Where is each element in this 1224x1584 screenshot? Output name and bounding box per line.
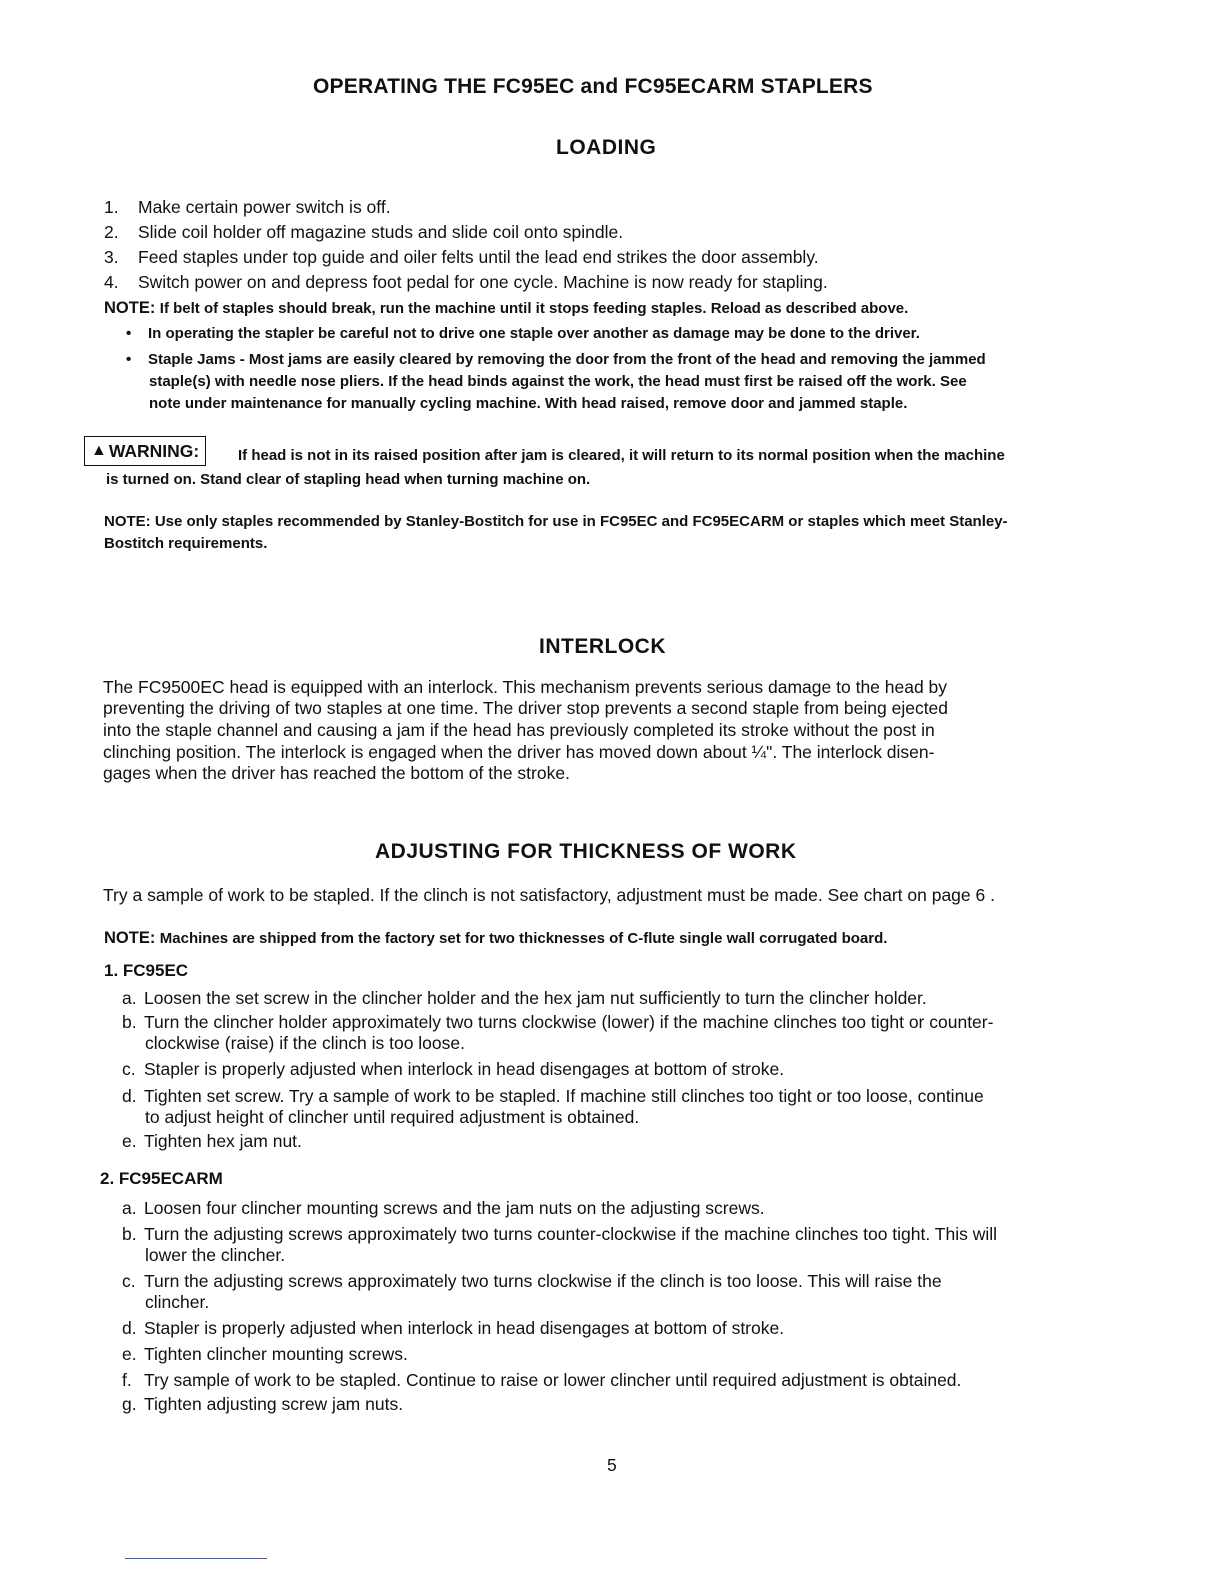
loading-step: [104, 222, 623, 243]
step-text: Turn the adjusting screws approximately two turns clockwise if the clinch is too loose. This will raise the: [144, 1271, 942, 1291]
step-text: Slide coil holder off magazine studs and slide coil onto spindle.: [138, 222, 624, 242]
interlock-paragraph-line: preventing the driving of two staples at one time. The driver stop prevents a second staple from being ejected: [103, 698, 949, 718]
step-number: 3.: [104, 247, 119, 267]
bullet-icon: •: [126, 351, 132, 368]
bullet-item: [126, 351, 986, 368]
loading-step: [104, 247, 819, 268]
page-number: 5: [607, 1455, 617, 1475]
adjust-step: [122, 1086, 984, 1106]
interlock-paragraph-line: clinching position. The interlock is engaged when the driver has moved down about ¼". The interlock disen-: [103, 742, 935, 762]
adjust-step: [122, 1271, 942, 1291]
step-text: Tighten adjusting screw jam nuts.: [144, 1394, 404, 1414]
warning-badge: [84, 436, 206, 466]
step-text: Make certain power switch is off.: [138, 197, 391, 217]
adjust-step-continued: clincher.: [145, 1292, 210, 1312]
step-text: Try sample of work to be stapled. Continue to raise or lower clincher until required adjustment is obtained.: [144, 1370, 962, 1390]
adjust-step: [122, 988, 927, 1008]
interlock-paragraph-line: into the staple channel and causing a jam if the head has previously completed its stroke without the post in: [103, 720, 935, 740]
step-text: Loosen the set screw in the clincher holder and the hex jam nut sufficiently to turn the clincher holder.: [144, 988, 927, 1008]
step-letter: b.: [122, 1224, 137, 1244]
adjusting-note: [104, 929, 887, 948]
step-letter: e.: [122, 1131, 137, 1151]
adjust-step: [122, 1059, 784, 1079]
step-text: Loosen four clincher mounting screws and the jam nuts on the adjusting screws.: [144, 1198, 765, 1218]
step-letter: b.: [122, 1012, 137, 1032]
adjust-step-continued: to adjust height of clincher until required adjustment is obtained.: [145, 1107, 640, 1127]
note-label: NOTE:: [104, 299, 156, 317]
adjust-step: [122, 1012, 993, 1032]
adjust-step: [122, 1370, 961, 1390]
warning-triangle-icon: ▲: [91, 442, 107, 459]
adjusting-heading: ADJUSTING FOR THICKNESS OF WORK: [375, 840, 797, 863]
interlock-heading: INTERLOCK: [539, 635, 666, 658]
interlock-paragraph-line: gages when the driver has reached the bottom of the stroke.: [103, 763, 570, 783]
step-letter: c.: [122, 1271, 136, 1291]
loading-heading: LOADING: [556, 136, 657, 159]
loading-step: [104, 272, 828, 293]
step-text: Switch power on and depress foot pedal for one cycle. Machine is now ready for stapling.: [138, 272, 828, 292]
step-text: Tighten clincher mounting screws.: [144, 1344, 408, 1364]
note-text: If belt of staples should break, run the machine until it stops feeding staples. Reload as described above.: [159, 300, 909, 317]
step-letter: c.: [122, 1059, 136, 1079]
divider: [125, 1558, 267, 1559]
step-letter: g.: [122, 1394, 137, 1414]
bullet-text: In operating the stapler be careful not to drive one staple over another as damage may be done to the driver.: [148, 325, 920, 342]
step-letter: a.: [122, 1198, 137, 1218]
staples-note: NOTE: Use only staples recommended by Stanley-Bostitch for use in FC95EC and FC95ECARM or staples which meet Stanley-: [104, 513, 1008, 530]
adjust-step-continued: lower the clincher.: [145, 1245, 286, 1265]
bullet-text: Staple Jams - Most jams are easily cleared by removing the door from the front of the head and removing the jammed: [148, 351, 986, 368]
adjust-step: [122, 1394, 403, 1414]
bullet-continuation: staple(s) with needle nose pliers. If the head binds against the work, the head must first be raised off the work. See: [149, 373, 967, 390]
loading-note: [104, 299, 908, 318]
bullet-item: [126, 325, 920, 342]
adjust-step: [122, 1344, 408, 1364]
bullet-icon: •: [126, 325, 132, 342]
adjust-step: [122, 1318, 784, 1338]
staples-note-continued: Bostitch requirements.: [104, 535, 268, 552]
section-title-fc95ec: 1. FC95EC: [104, 961, 189, 980]
note-text: Machines are shipped from the factory set for two thicknesses of C-flute single wall corrugated board.: [159, 930, 888, 947]
step-letter: a.: [122, 988, 137, 1008]
page-title: OPERATING THE FC95EC and FC95ECARM STAPLERS: [313, 75, 873, 98]
step-text: Tighten set screw. Try a sample of work to be stapled. If machine still clinches too tight or too loose, continue: [144, 1086, 984, 1106]
step-number: 4.: [104, 272, 119, 292]
adjusting-intro: Try a sample of work to be stapled. If the clinch is not satisfactory, adjustment must be made. See chart on page 6 .: [103, 885, 995, 905]
warning-label: WARNING:: [108, 440, 200, 461]
step-text: Stapler is properly adjusted when interlock in head disengages at bottom of stroke.: [144, 1318, 785, 1338]
adjust-step: [122, 1198, 765, 1218]
step-number: 2.: [104, 222, 119, 242]
warning-text: If head is not in its raised position after jam is cleared, it will return to its normal position when the machine: [238, 447, 1005, 464]
note-label: NOTE:: [104, 929, 156, 947]
step-letter: d.: [122, 1086, 137, 1106]
bullet-continuation: note under maintenance for manually cycling machine. With head raised, remove door and jammed staple.: [149, 395, 908, 412]
loading-step: [104, 197, 391, 218]
step-text: Stapler is properly adjusted when interlock in head disengages at bottom of stroke.: [144, 1059, 785, 1079]
step-number: 1.: [104, 197, 119, 217]
adjust-step: [122, 1224, 997, 1244]
step-text: Turn the adjusting screws approximately two turns counter-clockwise if the machine clinches too tight. This will: [144, 1224, 998, 1244]
step-text: Feed staples under top guide and oiler felts until the lead end strikes the door assembly.: [138, 247, 819, 267]
adjust-step-continued: clockwise (raise) if the clinch is too loose.: [145, 1033, 465, 1053]
section-title-fc95ecarm: 2. FC95ECARM: [100, 1169, 223, 1188]
adjust-step: [122, 1131, 302, 1151]
step-letter: f.: [122, 1370, 132, 1390]
interlock-paragraph-line: The FC9500EC head is equipped with an interlock. This mechanism prevents serious damage to the head by: [103, 677, 948, 697]
step-text: Tighten hex jam nut.: [144, 1131, 302, 1151]
step-letter: d.: [122, 1318, 137, 1338]
step-letter: e.: [122, 1344, 137, 1364]
step-text: Turn the clincher holder approximately two turns clockwise (lower) if the machine clinches too tight or counter-: [144, 1012, 994, 1032]
warning-text-continued: is turned on. Stand clear of stapling head when turning machine on.: [106, 471, 591, 488]
